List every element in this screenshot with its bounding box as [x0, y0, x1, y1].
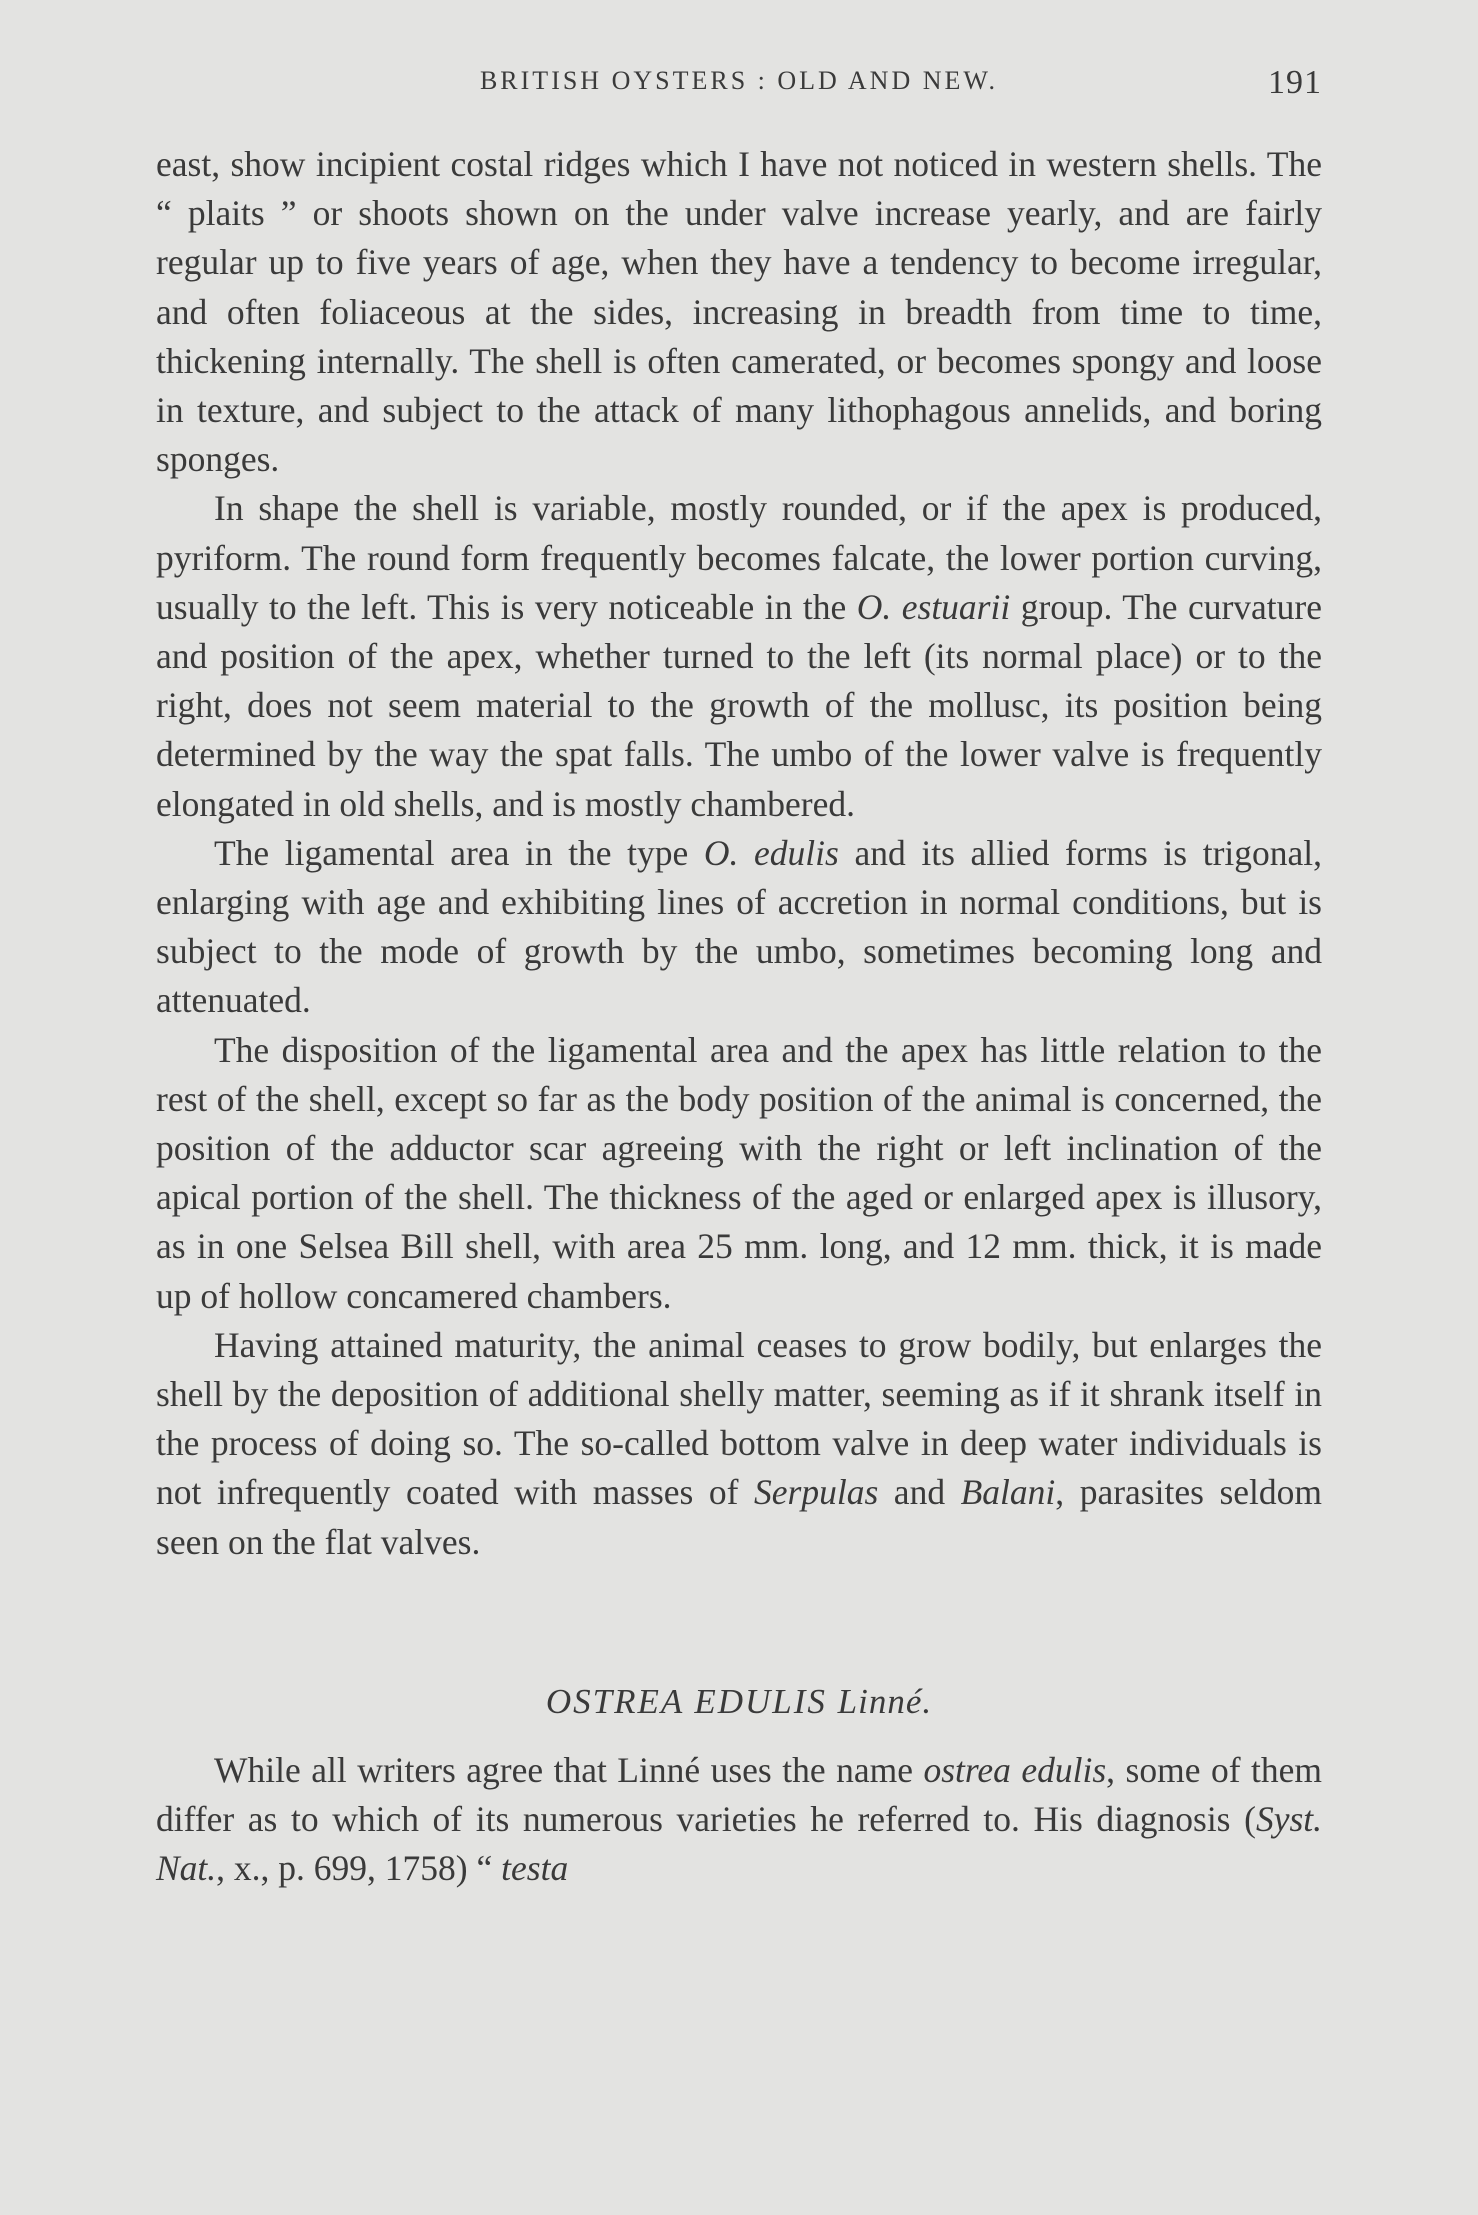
- paragraph-2: [156, 484, 1322, 828]
- paragraph-1: [156, 140, 1322, 484]
- paragraph-3-text-b: and its allied forms is trigonal, enlarging with age and exhibiting lines of accretion in normal conditions, but is subject to the mode of growth by the umbo, sometimes becoming long and attenuated.: [156, 832, 1322, 1021]
- body-text: [156, 140, 1322, 1567]
- paragraph-5: [156, 1321, 1322, 1567]
- paragraph-2-text-a: In shape the shell is variable, mostly rounded, or if the apex is produced, pyriform. The round form frequently becomes falcate, the lower portion curving, usually to the left. This is very noticeable in the: [156, 488, 1322, 627]
- paragraph-2-text-b: group. The curvature and position of the apex, whether turned to the left (its normal place) or to the right, does not seem material to the growth of the mollusc, its position being determined by the way the spat falls. The umbo of the lower valve is frequently elongated in old shells, and is mostly chambered.: [156, 586, 1322, 824]
- paragraph-5-text-a: Having attained maturity, the animal ceases to grow bodily, but enlarges the shell by the deposition of additional shelly matter, seeming as if it shrank itself in the process of doing so. The so-called bottom valve in deep water individuals is not infrequently coated with masses of: [156, 1324, 1322, 1513]
- genus-name-serpulas: Serpulas: [754, 1472, 879, 1513]
- section-paragraph: [156, 1746, 1322, 1894]
- section-heading-title: OSTREA EDULIS: [545, 1681, 827, 1721]
- section-paragraph-text-a: While all writers agree that Linné uses the name: [214, 1749, 924, 1790]
- section-paragraph-text-c: , x., p. 699, 1758) “: [216, 1848, 502, 1889]
- paragraph-4: [156, 1026, 1322, 1321]
- paragraph-1-text: east, show incipient costal ridges which I have not noticed in western shells. The “ plaits ” or shoots shown on the under valve increase yearly, and are fairly regular up to five years of age, when they have a tendency to become irregular, and often foliaceous at the sides, increasing in breadth from time to time, thickening internally. The shell is often camerated, or becomes spongy and loose in texture, and subject to the attack of many lithophagous annelids, and boring sponges.: [156, 144, 1322, 480]
- species-name-edulis: O. edulis: [703, 832, 839, 873]
- paragraph-3: [156, 829, 1322, 1026]
- species-name-estuarii: O. estuarii: [856, 586, 1011, 627]
- section-heading-authority: Linné.: [837, 1681, 933, 1721]
- paragraph-5-text-b: and: [878, 1472, 961, 1513]
- quoted-diagnosis-start: testa: [501, 1848, 569, 1889]
- citation-title: Syst. Nat.: [156, 1799, 1322, 1889]
- paragraph-4-text: The disposition of the ligamental area and the apex has little relation to the rest of the shell, except so far as the body position of the animal is concerned, the position of the adductor scar agreeing with the right or left inclination of the apical portion of the shell. The thickness of the aged or enlarged apex is illusory, as in one Selsea Bill shell, with area 25 mm. long, and 12 mm. thick, it is made up of hollow concamered chambers.: [156, 1029, 1322, 1316]
- paragraph-3-text-a: The ligamental area in the type: [214, 832, 704, 873]
- section-paragraph-text-b: , some of them differ as to which of its numerous varieties he referred to. His diagnosis (: [156, 1749, 1322, 1840]
- page-number: 191: [1268, 64, 1322, 101]
- running-head: [156, 60, 1322, 110]
- genus-name-balani: Balani: [960, 1472, 1056, 1513]
- paragraph-5-text-c: , parasites seldom seen on the flat valves.: [156, 1472, 1323, 1562]
- running-title: BRITISH OYSTERS : OLD AND NEW.: [479, 66, 999, 95]
- section-heading: [156, 1677, 1322, 1726]
- species-name-ostrea-edulis: ostrea edulis: [923, 1749, 1107, 1790]
